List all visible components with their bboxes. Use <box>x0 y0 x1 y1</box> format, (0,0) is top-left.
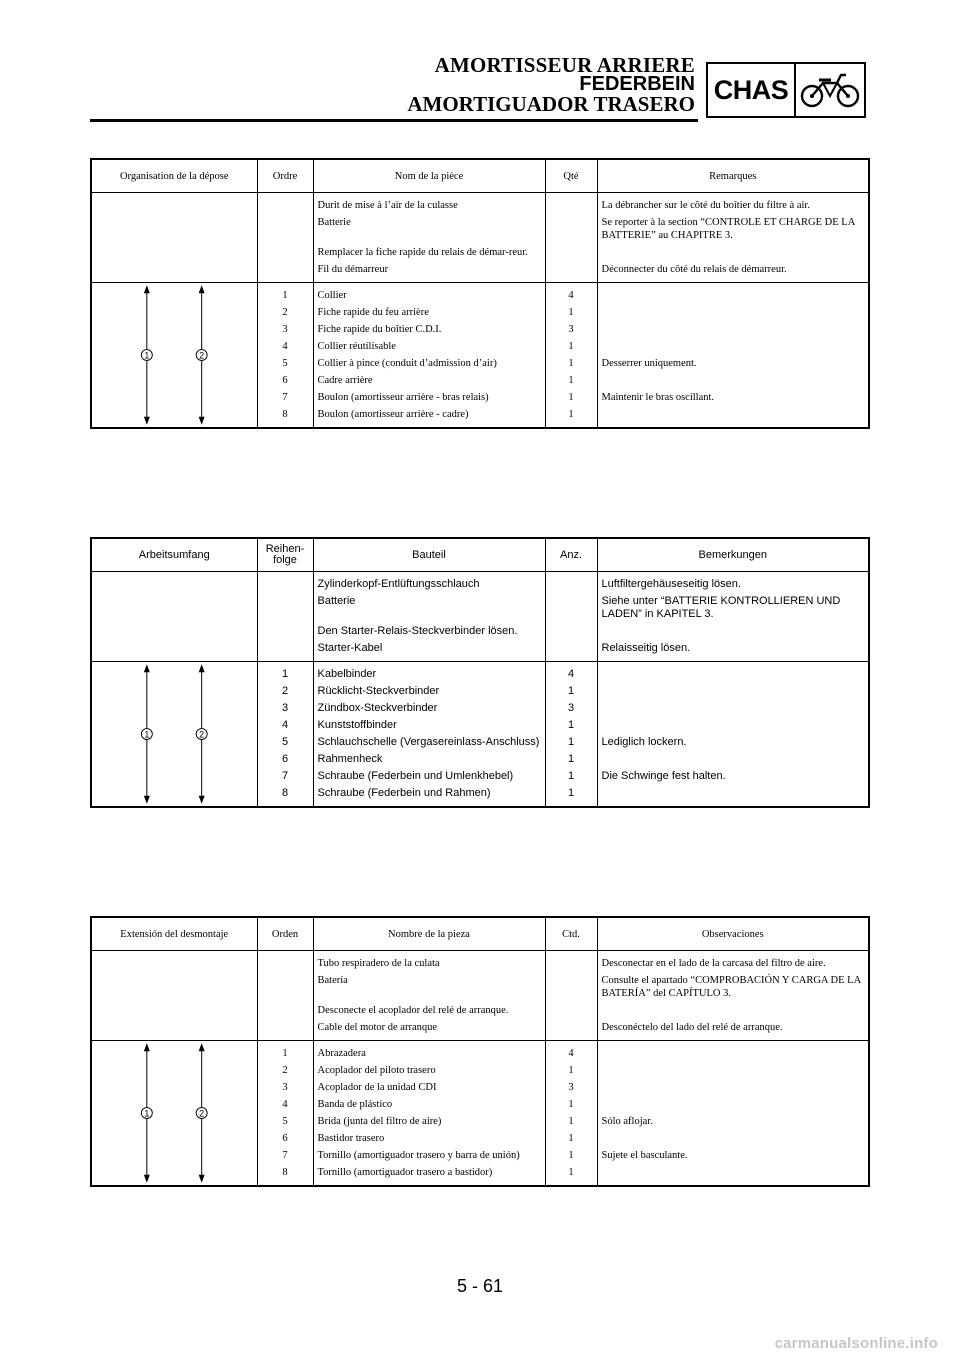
scope-arrows-svg <box>92 1041 257 1185</box>
order-number: 7 <box>257 389 313 406</box>
motorcycle-icon <box>796 64 864 116</box>
remark <box>597 287 869 304</box>
header-qty: Ctd. <box>545 917 597 951</box>
order-number: 6 <box>257 1130 313 1147</box>
part-name: Boulon (amortisseur arrière - cadre) <box>313 406 545 423</box>
part-name: Rücklicht-Steckverbinder <box>313 683 545 700</box>
order-number: 6 <box>257 372 313 389</box>
remark <box>597 406 869 423</box>
quantity: 1 <box>545 751 597 768</box>
scope-label-text: 2 <box>199 1108 205 1119</box>
scope-arrows <box>91 283 257 429</box>
order-number: 4 <box>257 1096 313 1113</box>
part-name: Kabelbinder <box>313 666 545 683</box>
table-row <box>91 640 869 657</box>
remark: Maintenir le bras oscillant. <box>597 389 869 406</box>
part-name: Acoplador de la unidad CDI <box>313 1079 545 1096</box>
remark <box>597 700 869 717</box>
remark <box>597 1164 869 1181</box>
header-order: Ordre <box>257 159 313 193</box>
table-row <box>91 576 869 593</box>
remark: Siehe unter “BATTERIE KONTROLLIEREN UND LADEN” in KAPITEL 3. <box>597 593 869 623</box>
quantity: 1 <box>545 389 597 406</box>
part-name: Banda de plástico <box>313 1096 545 1113</box>
quantity: 1 <box>545 406 597 423</box>
order-number: 4 <box>257 717 313 734</box>
quantity: 4 <box>545 287 597 304</box>
remark: Lediglich lockern. <box>597 734 869 751</box>
quantity: 1 <box>545 717 597 734</box>
part-name: Collier réutilisable <box>313 338 545 355</box>
part-name: Collier <box>313 287 545 304</box>
order-number: 3 <box>257 321 313 338</box>
arrow-up-icon <box>144 664 150 672</box>
remark: Desconéctelo del lado del relé de arranque. <box>597 1019 869 1036</box>
part-name: Zylinderkopf-Entlüftungsschlauch <box>313 576 545 593</box>
table-row <box>91 214 869 244</box>
header-part: Bauteil <box>313 538 545 572</box>
part-name: Batterie <box>313 593 545 623</box>
table-row <box>91 1019 869 1036</box>
remark <box>597 1079 869 1096</box>
part-name: Tubo respiradero de la culata <box>313 955 545 972</box>
arrow-down-icon <box>199 796 205 804</box>
quantity: 1 <box>545 1147 597 1164</box>
order-number: 3 <box>257 1079 313 1096</box>
remark <box>597 1130 869 1147</box>
arrow-down-icon <box>199 1175 205 1183</box>
remark <box>597 717 869 734</box>
table-header-row <box>91 159 869 193</box>
table-row <box>91 623 869 640</box>
part-name: Abrazadera <box>313 1045 545 1062</box>
quantity: 1 <box>545 338 597 355</box>
remark: Se reporter à la section “CONTROLE ET CHARGE DE LA BATTERIE” au CHAPITRE 3. <box>597 214 869 244</box>
quantity: 1 <box>545 355 597 372</box>
arrow-down-icon <box>199 417 205 425</box>
part-name: Boulon (amortisseur arrière - bras relais) <box>313 389 545 406</box>
page-number: 5 - 61 <box>456 1276 504 1296</box>
remark: Luftfiltergehäuseseitig lösen. <box>597 576 869 593</box>
remark <box>597 623 869 640</box>
part-name: Acoplador del piloto trasero <box>313 1062 545 1079</box>
scope-arrows <box>91 662 257 808</box>
part-name: Fiche rapide du feu arrière <box>313 304 545 321</box>
quantity: 1 <box>545 1096 597 1113</box>
scope-label-text: 1 <box>144 350 150 361</box>
quantity: 1 <box>545 768 597 785</box>
arrow-down-icon <box>144 796 150 804</box>
order-number: 2 <box>257 1062 313 1079</box>
arrow-up-icon <box>144 285 150 293</box>
header-remarks: Observaciones <box>597 917 869 951</box>
quantity: 1 <box>545 734 597 751</box>
header-order: Orden <box>257 917 313 951</box>
arrow-up-icon <box>144 1043 150 1051</box>
order-number: 4 <box>257 338 313 355</box>
disassembly-table-german <box>90 537 870 808</box>
part-name: Brida (junta del filtro de aire) <box>313 1113 545 1130</box>
title-german: FEDERBEIN <box>579 73 695 95</box>
remark: Sujete el basculante. <box>597 1147 869 1164</box>
header-order: Reihen-folge <box>257 538 313 572</box>
part-name: Desconecte el acoplador del relé de arranque. <box>313 1002 545 1019</box>
order-number: 1 <box>257 666 313 683</box>
part-name: Tornillo (amortiguador trasero a bastidor) <box>313 1164 545 1181</box>
order-number: 8 <box>257 1164 313 1181</box>
quantity: 1 <box>545 1130 597 1147</box>
remark <box>597 751 869 768</box>
scope-label-text: 2 <box>199 729 205 740</box>
order-number: 1 <box>257 1045 313 1062</box>
part-name: Kunststoffbinder <box>313 717 545 734</box>
remark <box>597 1045 869 1062</box>
remark: Relaisseitig lösen. <box>597 640 869 657</box>
remark: Déconnecter du côté du relais de démarreur. <box>597 261 869 278</box>
order-number: 7 <box>257 768 313 785</box>
header-rule <box>90 119 698 122</box>
order-number: 6 <box>257 751 313 768</box>
table-row <box>91 593 869 623</box>
remark: Consulte el apartado “COMPROBACIÓN Y CARGA DE LA BATERÍA” del CAPÍTULO 3. <box>597 972 869 1002</box>
watermark: carmanualsonline.info <box>774 1335 938 1352</box>
quantity: 3 <box>545 700 597 717</box>
order-number: 5 <box>257 1113 313 1130</box>
order-number: 1 <box>257 287 313 304</box>
scope-label-text: 2 <box>199 350 205 361</box>
part-name: Tornillo (amortiguador trasero y barra de unión) <box>313 1147 545 1164</box>
header-remarks: Bemerkungen <box>597 538 869 572</box>
part-name: Fiche rapide du boîtier C.D.I. <box>313 321 545 338</box>
remark <box>597 1096 869 1113</box>
remark <box>597 683 869 700</box>
header-qty: Qté <box>545 159 597 193</box>
part-name: Rahmenheck <box>313 751 545 768</box>
part-name: Bastidor trasero <box>313 1130 545 1147</box>
part-name: Starter-Kabel <box>313 640 545 657</box>
remark <box>597 1062 869 1079</box>
remark: Die Schwinge fest halten. <box>597 768 869 785</box>
header-part: Nombre de la pieza <box>313 917 545 951</box>
remark: Desconectar en el lado de la carcasa del filtro de aire. <box>597 955 869 972</box>
remark <box>597 666 869 683</box>
order-number: 8 <box>257 406 313 423</box>
header-remarks: Remarques <box>597 159 869 193</box>
quantity: 4 <box>545 666 597 683</box>
part-name: Den Starter-Relais-Steckverbinder lösen. <box>313 623 545 640</box>
header-qty: Anz. <box>545 538 597 572</box>
header-part: Nom de la pièce <box>313 159 545 193</box>
table-row <box>91 955 869 972</box>
arrow-down-icon <box>144 417 150 425</box>
quantity: 4 <box>545 1045 597 1062</box>
header-scope: Organisation de la dépose <box>91 159 257 193</box>
order-number: 2 <box>257 304 313 321</box>
table-row <box>91 244 869 261</box>
part-name: Schraube (Federbein und Umlenkhebel) <box>313 768 545 785</box>
remark <box>597 244 869 261</box>
arrow-up-icon <box>199 664 205 672</box>
remark <box>597 372 869 389</box>
disassembly-table-french <box>90 158 870 429</box>
order-number: 5 <box>257 355 313 372</box>
scope-label-text: 1 <box>144 729 150 740</box>
quantity: 3 <box>545 321 597 338</box>
scope-arrows <box>91 1041 257 1187</box>
title-spanish: AMORTIGUADOR TRASERO <box>407 92 695 116</box>
remark <box>597 321 869 338</box>
remark: Desserrer uniquement. <box>597 355 869 372</box>
arrow-up-icon <box>199 1043 205 1051</box>
remark <box>597 304 869 321</box>
remark <box>597 338 869 355</box>
part-name: Batterie <box>313 214 545 244</box>
part-name: Collier à pince (conduit d’admission d’air) <box>313 355 545 372</box>
quantity: 1 <box>545 1164 597 1181</box>
quantity: 1 <box>545 372 597 389</box>
part-name: Batería <box>313 972 545 1002</box>
arrow-up-icon <box>199 285 205 293</box>
scope-arrows-svg <box>92 283 257 427</box>
section-badge <box>706 62 866 118</box>
remark <box>597 1002 869 1019</box>
title-french: AMORTISSEUR ARRIERE <box>434 53 695 77</box>
scope-label-text: 1 <box>144 1108 150 1119</box>
part-name: Zündbox-Steckverbinder <box>313 700 545 717</box>
order-number: 8 <box>257 785 313 802</box>
part-name: Durit de mise à l’air de la culasse <box>313 197 545 214</box>
order-number: 3 <box>257 700 313 717</box>
header-scope: Extensión del desmontaje <box>91 917 257 951</box>
table-row <box>91 261 869 278</box>
section-label: CHAS <box>708 64 796 116</box>
disassembly-table-spanish <box>90 916 870 1187</box>
order-number: 7 <box>257 1147 313 1164</box>
quantity: 1 <box>545 1062 597 1079</box>
quantity: 1 <box>545 1113 597 1130</box>
part-name: Cable del motor de arranque <box>313 1019 545 1036</box>
header-scope: Arbeitsumfang <box>91 538 257 572</box>
remark: Sólo aflojar. <box>597 1113 869 1130</box>
quantity: 1 <box>545 304 597 321</box>
arrow-down-icon <box>144 1175 150 1183</box>
table-row <box>91 1002 869 1019</box>
part-name: Fil du démarreur <box>313 261 545 278</box>
table-row <box>91 972 869 1002</box>
order-number: 2 <box>257 683 313 700</box>
part-name: Cadre arrière <box>313 372 545 389</box>
quantity: 1 <box>545 683 597 700</box>
remark: La débrancher sur le côté du boîtier du filtre à air. <box>597 197 869 214</box>
table-row <box>91 197 869 214</box>
table-header-row <box>91 917 869 951</box>
part-name: Schlauchschelle (Vergasereinlass-Anschluss) <box>313 734 545 751</box>
table-header-row <box>91 538 869 572</box>
remark <box>597 785 869 802</box>
quantity: 3 <box>545 1079 597 1096</box>
order-number: 5 <box>257 734 313 751</box>
quantity: 1 <box>545 785 597 802</box>
part-name: Remplacer la fiche rapide du relais de démar-reur. <box>313 244 545 261</box>
page-header-titles <box>407 55 695 115</box>
scope-arrows-svg <box>92 662 257 806</box>
part-name: Schraube (Federbein und Rahmen) <box>313 785 545 802</box>
